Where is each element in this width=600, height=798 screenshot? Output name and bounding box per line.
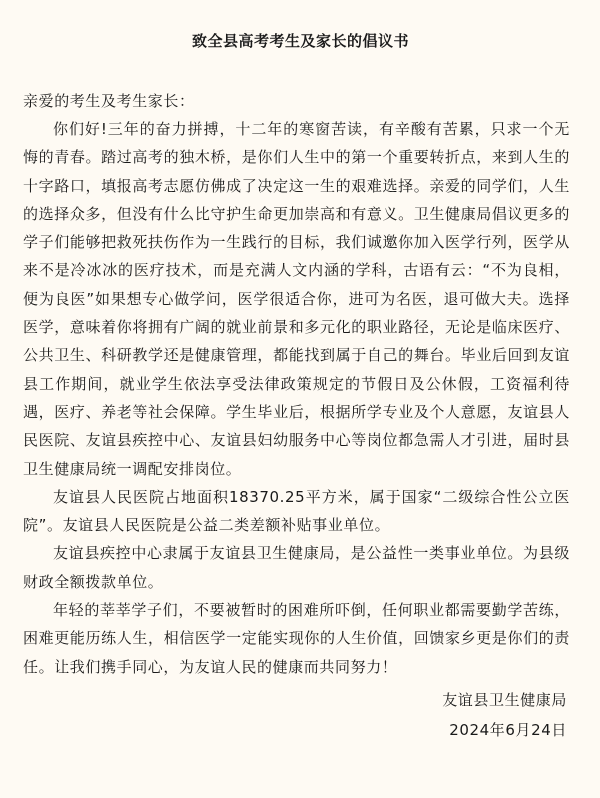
paragraph-2: 友谊县人民医院占地面积18370.25平方米，属于国家“二级综合性公立医院”。友谊县人民医院是公益二类差额补贴事业单位。 [23,487,570,535]
document-title: 致全县高考考生及家长的倡议书 [191,32,409,50]
paragraph-3: 友谊县疾控中心隶属于友谊县卫生健康局，是公益性一类事业单位。为县级财政全额拨款单位。 [23,544,570,591]
salutation: 亲爱的考生及考生家长： [23,92,195,110]
signature-org: 友谊县卫生健康局 [442,690,567,709]
signature-date: 2024年6月24日 [449,720,567,739]
paragraph-4: 年轻的莘莘学子们，不要被暂时的困难所吓倒，任何职业都需要勤学苦练，困难更能历练人生，相信医学一定能实现你的人生价值，回馈家乡更是你们的责任。让我们携手同心，为友谊人民的健康而共同努力！ [23,601,570,676]
paragraph-1: 你们好!三年的奋力拼搏，十二年的寒窗苦读，有辛酸有苦累，只求一个无悔的青春。踏过高考的独木桥，是你们人生中的第一个重要转折点，来到人生的十字路口，填报高考志愿仿佛成了决定这一生的艰难选择。亲爱的同学们，人生的选择众多，但没有什么比守护生命更加崇高和有意义。卫生健康局倡议更多的学子们能够把救死扶伤作为一生践行的目标，我们诚邀你加入医学行列，医学从来不是冷冰冰的医疗技术，而是充满人文内涵的学科，古语有云：“不为良相，便为良医”如果想专心做学问，医学很适合你，进可为名医，退可做大夫。选择医学，意味着你将拥有广阔的就业前景和多元化的职业路径，无论是临床医疗、公共卫生、科研教学还是健康管理，都能找到属于自己的舞台。毕业后回到友谊县工作期间，就业学生依法享受法律政策规定的节假日及公休假，工资福利待遇，医疗、养老等社会保障。学生毕业后，根据所学专业及个人意愿，友谊县人民医院、友谊县疾控中心、友谊县妇幼服务中心等岗位都急需人才引进，届时县卫生健康局统一调配安排岗位。 [23,120,570,478]
